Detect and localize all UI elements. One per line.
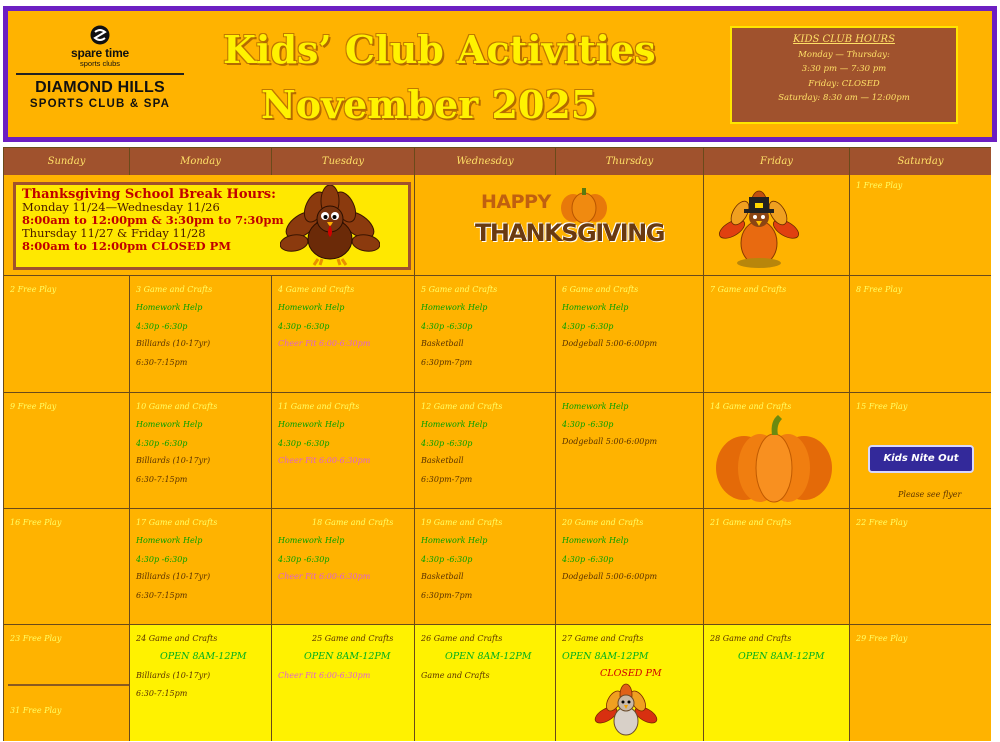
activity-basketball: Basketball	[421, 456, 464, 465]
closed-pm-label: CLOSED PM	[600, 668, 662, 679]
day-cell-7	[704, 276, 850, 393]
activity-time: 4:30p -6:30p	[562, 420, 614, 429]
activity-billiards: Billiards (10-17yr)	[136, 339, 211, 348]
activity-time: 6:30pm-7pm	[421, 358, 473, 367]
activity-time: 6:30-7:15pm	[136, 475, 188, 484]
activity-time: 6:30pm-7pm	[421, 475, 473, 484]
activity-cheer-fit: Cheer Fit 6:00-6:30pm	[278, 572, 371, 581]
activity-cheer-fit: Cheer Fit 6:00-6:30pm	[278, 456, 371, 465]
pilgrim-turkey-icon	[718, 183, 800, 269]
activity-time: 4:30p -6:30p	[278, 322, 330, 331]
activity-homework-help: Homework Help	[421, 420, 488, 429]
day-cell-29	[850, 625, 991, 741]
activity-homework-help: Homework Help	[421, 303, 488, 312]
activity-game-crafts: 28 Game and Crafts	[710, 634, 792, 643]
activity-dodgeball: Dodgeball 5:00-6:00pm	[562, 437, 658, 446]
activity-basketball: Basketball	[421, 572, 464, 581]
activity-dodgeball: Dodgeball 5:00-6:00pm	[562, 339, 658, 348]
activity-homework-help: Homework Help	[136, 536, 203, 545]
day-cell-14	[704, 393, 850, 509]
activity-dodgeball: Dodgeball 5:00-6:00pm	[562, 572, 658, 581]
day-cell-28	[704, 625, 850, 741]
activity-game-crafts: 11 Game and Crafts	[278, 402, 360, 411]
activity-free-play: 22 Free Play	[856, 518, 908, 527]
activity-time: 4:30p -6:30p	[136, 555, 188, 564]
activity-game-crafts: 27 Game and Crafts	[562, 634, 644, 643]
day-cell-17	[130, 509, 272, 625]
club-name: DIAMOND HILLS	[35, 78, 165, 96]
activity-game-crafts: 26 Game and Crafts	[421, 634, 503, 643]
activity-time: 4:30p -6:30p	[562, 322, 614, 331]
kids-nite-out-note: Please see flyer	[898, 490, 962, 499]
day-cell-12	[415, 393, 556, 509]
break-hours-line: Monday 11/24—Wednesday 11/26	[22, 200, 220, 214]
activity-time: 4:30p -6:30p	[136, 322, 188, 331]
activity-homework-help: Homework Help	[562, 402, 629, 411]
break-hours-line: Thursday 11/27 & Friday 11/28	[22, 226, 206, 240]
activity-game-crafts: 7 Game and Crafts	[710, 285, 787, 294]
day-cell-9	[4, 393, 130, 509]
club-tagline: SPORTS CLUB & SPA	[29, 97, 171, 110]
spare-time-logo-icon	[90, 25, 110, 45]
activity-free-play: 29 Free Play	[856, 634, 908, 643]
day-header-tuesday: Tuesday	[272, 148, 415, 175]
activity-open-hours: OPEN 8AM-12PM	[304, 651, 391, 662]
logo-divider	[16, 73, 184, 75]
happy-thanksgiving-cell	[415, 175, 704, 276]
activity-game-crafts: 17 Game and Crafts	[136, 518, 218, 527]
day-cell-11	[272, 393, 415, 509]
activity-game-crafts: 3 Game and Crafts	[136, 285, 213, 294]
day-cell-18	[272, 509, 415, 625]
activity-game-crafts: 6 Game and Crafts	[562, 285, 639, 294]
page-subtitle-month: November 2025	[261, 82, 598, 127]
hours-line: Monday — Thursday:	[798, 49, 890, 60]
cell-divider	[8, 684, 130, 686]
activity-time: 6:30pm-7pm	[421, 591, 473, 600]
day-cell-21	[704, 509, 850, 625]
hours-title: KIDS CLUB HOURS	[793, 34, 895, 45]
activity-game-crafts: 14 Game and Crafts	[710, 402, 792, 411]
turkey-icon	[594, 681, 658, 737]
activity-game-crafts: Game and Crafts	[421, 671, 490, 680]
pilgrim-turkey-cell	[704, 175, 850, 276]
day-header-wednesday: Wednesday	[415, 148, 556, 175]
brand-subtitle: sports clubs	[79, 59, 121, 68]
activity-time: 4:30p -6:30p	[136, 439, 188, 448]
activity-free-play: 15 Free Play	[856, 402, 908, 411]
day-cell-22	[850, 509, 991, 625]
day-cell-1	[850, 175, 991, 276]
activity-time: 6:30-7:15pm	[136, 358, 188, 367]
activity-homework-help: Homework Help	[278, 420, 345, 429]
activity-cheer-fit: Cheer Fit 6:00-6:30pm	[278, 339, 371, 348]
activity-time: 6:30-7:15pm	[136, 591, 188, 600]
activity-billiards: Billiards (10-17yr)	[136, 456, 211, 465]
activity-game-crafts: 25 Game and Crafts	[312, 634, 394, 643]
activity-game-crafts: 21 Game and Crafts	[710, 518, 792, 527]
activity-game-crafts: 20 Game and Crafts	[562, 518, 644, 527]
activity-open-hours: OPEN 8AM-12PM	[738, 651, 825, 662]
activity-game-crafts: 19 Game and Crafts	[421, 518, 503, 527]
day-header-friday: Friday	[704, 148, 850, 175]
activity-game-crafts: 4 Game and Crafts	[278, 285, 355, 294]
activity-time: 4:30p -6:30p	[421, 439, 473, 448]
activity-homework-help: Homework Help	[136, 420, 203, 429]
activity-free-play: 31 Free Play	[10, 706, 62, 715]
happy-thanksgiving-graphic-line1: HAPPY	[481, 191, 551, 213]
day-cell-23-31	[4, 625, 130, 741]
header-banner	[3, 6, 997, 142]
day-cell-16	[4, 509, 130, 625]
activity-basketball: Basketball	[421, 339, 464, 348]
turkey-icon	[280, 185, 380, 267]
day-cell-27	[556, 625, 704, 741]
day-cell-6	[556, 276, 704, 393]
activity-game-crafts: 12 Game and Crafts	[421, 402, 503, 411]
day-cell-13	[556, 393, 704, 509]
activity-open-hours: OPEN 8AM-12PM	[562, 651, 649, 662]
activity-time: 4:30p -6:30p	[278, 439, 330, 448]
break-hours-line: 8:00am to 12:00pm CLOSED PM	[22, 239, 232, 253]
activity-homework-help: Homework Help	[278, 303, 345, 312]
day-cell-25	[272, 625, 415, 741]
activity-free-play: 9 Free Play	[10, 402, 57, 411]
activity-game-crafts: 10 Game and Crafts	[136, 402, 218, 411]
activity-homework-help: Homework Help	[278, 536, 345, 545]
thanksgiving-hours-cell	[4, 175, 415, 276]
activity-game-crafts: 5 Game and Crafts	[421, 285, 498, 294]
hours-line: 3:30 pm — 7:30 pm	[801, 64, 887, 74]
activity-free-play: 2 Free Play	[10, 285, 57, 294]
activity-time: 4:30p -6:30p	[278, 555, 330, 564]
activity-open-hours: OPEN 8AM-12PM	[445, 651, 532, 662]
kids-club-hours-box	[730, 26, 958, 124]
day-cell-26	[415, 625, 556, 741]
activity-cheer-fit: Cheer Fit 6:00-6:30pm	[278, 671, 371, 680]
activity-homework-help: Homework Help	[562, 303, 629, 312]
day-header-thursday: Thursday	[556, 148, 704, 175]
activity-homework-help: Homework Help	[421, 536, 488, 545]
break-hours-line: 8:00am to 12:00pm & 3:30pm to 7:30pm	[22, 213, 284, 227]
activity-free-play: 1 Free Play	[856, 181, 903, 190]
activity-free-play: 16 Free Play	[10, 518, 62, 527]
hours-line: Saturday: 8:30 am — 12:00pm	[778, 93, 910, 103]
kids-nite-out-badge: Kids Nite Out	[868, 445, 974, 473]
activity-time: 4:30p -6:30p	[421, 555, 473, 564]
activity-game-crafts: 24 Game and Crafts	[136, 634, 218, 643]
day-cell-4	[272, 276, 415, 393]
activity-billiards: Billiards (10-17yr)	[136, 671, 211, 680]
happy-thanksgiving-graphic-line2: THANKSGIVING	[475, 219, 664, 247]
day-header-saturday: Saturday	[850, 148, 991, 175]
calendar-grid	[3, 147, 991, 741]
club-logo	[16, 25, 184, 121]
day-cell-10	[130, 393, 272, 509]
activity-game-crafts: 18 Game and Crafts	[312, 518, 394, 527]
day-cell-19	[415, 509, 556, 625]
activity-time: 6:30-7:15pm	[136, 689, 188, 698]
day-cell-3	[130, 276, 272, 393]
activity-homework-help: Homework Help	[562, 536, 629, 545]
day-cell-2	[4, 276, 130, 393]
pumpkin-icon	[714, 413, 834, 503]
activity-billiards: Billiards (10-17yr)	[136, 572, 211, 581]
page-title: Kids’ Club Activities	[223, 27, 656, 72]
day-cell-20	[556, 509, 704, 625]
hours-line: Friday: CLOSED	[808, 78, 880, 89]
day-cell-24	[130, 625, 272, 741]
activity-free-play: 8 Free Play	[856, 285, 903, 294]
day-cell-8	[850, 276, 991, 393]
day-cell-15	[850, 393, 991, 509]
activity-homework-help: Homework Help	[136, 303, 203, 312]
activity-time: 4:30p -6:30p	[562, 555, 614, 564]
activity-open-hours: OPEN 8AM-12PM	[160, 651, 247, 662]
brand-name: spare time	[70, 46, 130, 60]
day-cell-5	[415, 276, 556, 393]
activity-time: 4:30p -6:30p	[421, 322, 473, 331]
day-header-sunday: Sunday	[4, 148, 130, 175]
activity-free-play: 23 Free Play	[10, 634, 62, 643]
break-hours-title: Thanksgiving School Break Hours:	[22, 187, 276, 202]
day-header-monday: Monday	[130, 148, 272, 175]
